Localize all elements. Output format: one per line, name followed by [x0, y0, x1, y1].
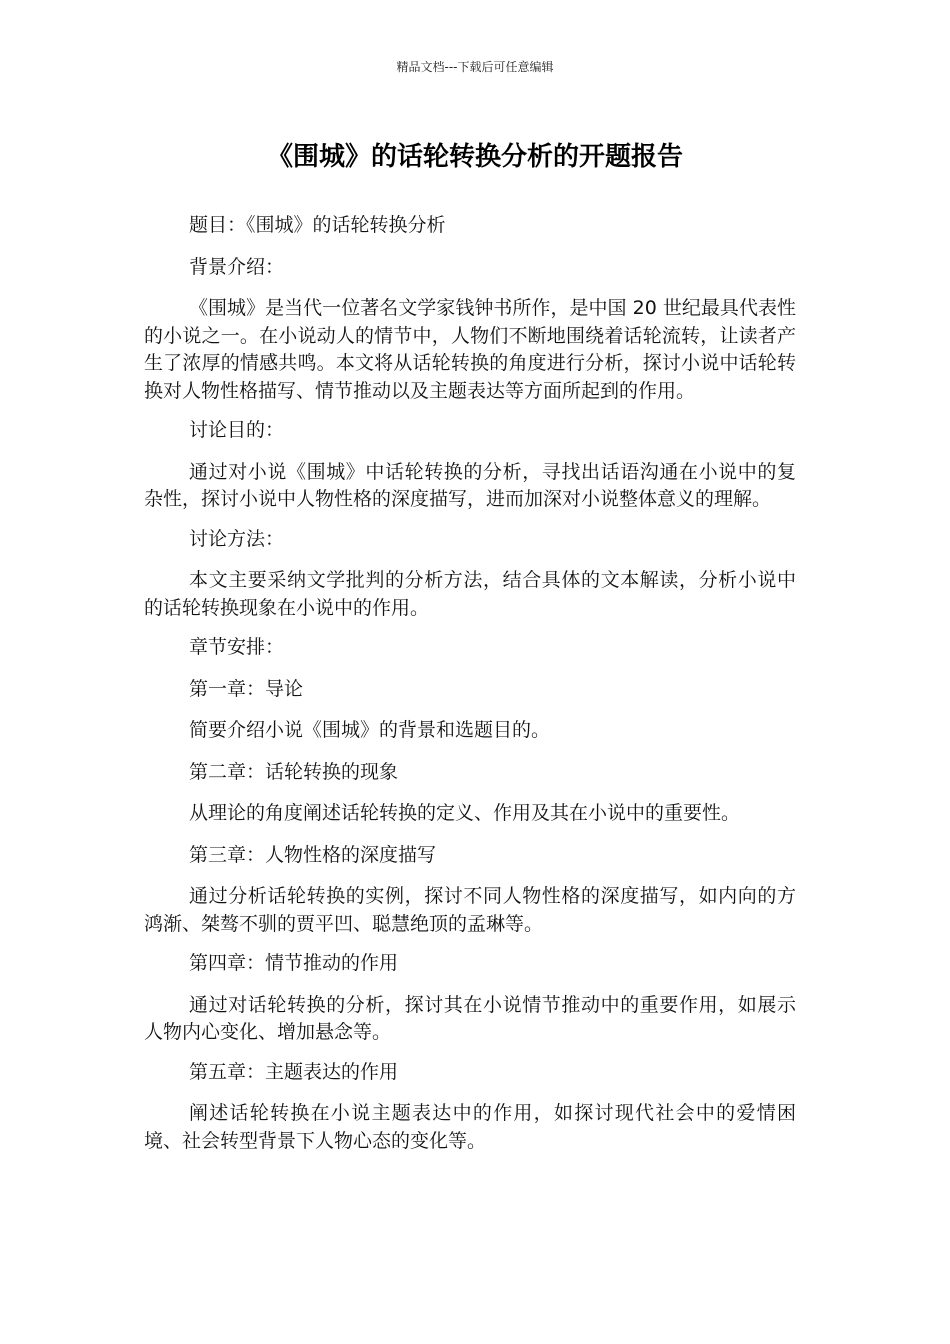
- document-title: 《围城》的话轮转换分析的开题报告: [266, 142, 683, 172]
- paragraph-chapter-1-title: 第一章：导论: [189, 677, 304, 700]
- paragraph-topic: 题目：《围城》的话轮转换分析: [189, 214, 446, 236]
- paragraph-background-heading: 背景介绍：: [189, 255, 285, 278]
- paragraph-chapter-2-title: 第二章：话轮转换的现象: [189, 760, 399, 783]
- paragraph-chapter-1-body: 简要介绍小说《围城》的背景和选题目的。: [189, 719, 551, 741]
- paragraph-chapter-3-body: 通过分析话轮转换的实例，探讨不同人物性格的深度描写，如内向的方鸿渐、桀骜不驯的贾平凹、聪慧绝顶的孟琳等。: [144, 885, 796, 935]
- paragraph-chapter-4-title: 第四章：情节推动的作用: [189, 952, 399, 974]
- paragraph-chapter-5-body: 阐述话轮转换在小说主题表达中的作用，如探讨现代社会中的爱情困境、社会转型背景下人物心态的变化等。: [144, 1102, 796, 1152]
- paragraph-chapter-3-title: 第三章：人物性格的深度描写: [189, 843, 437, 866]
- paragraph-purpose-body: 通过对小说《围城》中话轮转换的分析，寻找出话语沟通在小说中的复杂性，探讨小说中人物性格的深度描写，进而加深对小说整体意义的理解。: [144, 460, 796, 510]
- paragraph-purpose-heading: 讨论目的：: [189, 419, 285, 441]
- paragraph-chapter-5-title: 第五章：主题表达的作用: [189, 1060, 399, 1083]
- document-body: [144, 212, 796, 1167]
- paragraph-method-body: 本文主要采纳文学批判的分析方法，结合具体的文本解读，分析小说中的话轮转换现象在小说中的作用。: [144, 569, 796, 619]
- paragraph-method-heading: 讨论方法：: [189, 527, 285, 550]
- paragraph-chapters-heading: 章节安排：: [189, 636, 285, 658]
- header-note: 精品文档---下载后可任意编辑: [396, 60, 554, 74]
- paragraph-chapter-4-body: 通过对话轮转换的分析，探讨其在小说情节推动中的重要作用，如展示人物内心变化、增加悬念等。: [144, 993, 796, 1043]
- paragraph-background-body: 《围城》是当代一位著名文学家钱钟书所作，是中国 20 世纪最具代表性的小说之一。在小说动人的情节中，人物们不断地围绕着话轮流转，让读者产生了浓厚的情感共鸣。本文将从话轮转换的角度进行分析，探讨小说中话轮转换对人物性格描写、情节推动以及主题表达等方面所起到的作用。: [144, 297, 796, 402]
- paragraph-chapter-2-body: 从理论的角度阐述话轮转换的定义、作用及其在小说中的重要性。: [189, 802, 741, 824]
